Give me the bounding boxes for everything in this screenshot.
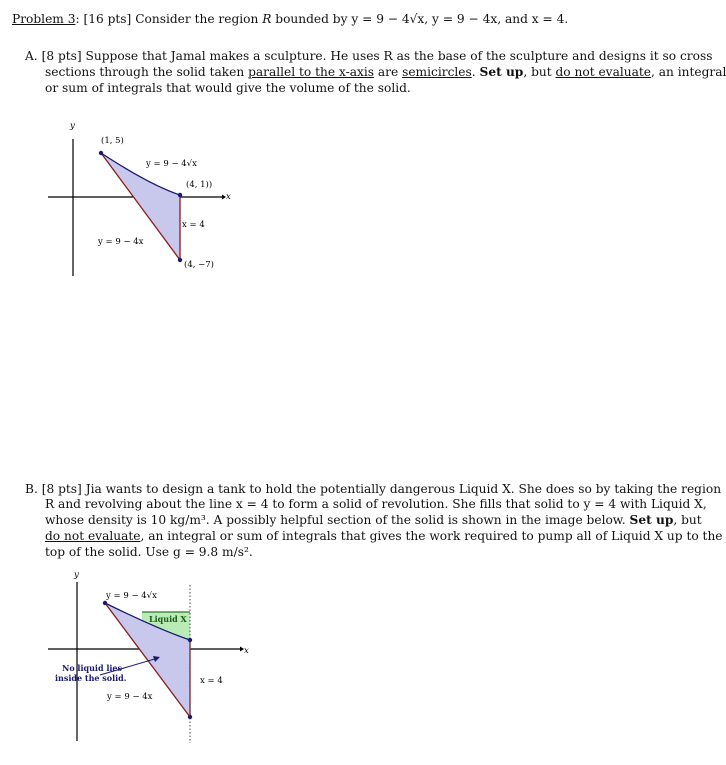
problem-header: Problem 3: [16 pts] Consider the region R bounded by y = 9 − 4√x, y = 9 − 4x, and x = 4. bbox=[12, 12, 569, 26]
problem-statement-pre: Consider the region bbox=[135, 12, 263, 26]
partA-text-2b: are bbox=[374, 65, 403, 79]
partA-points: [8 pts] bbox=[41, 49, 82, 63]
partB-underline-donot: do not evaluate bbox=[45, 529, 141, 543]
problem-statement: bounded by y = 9 − 4√x, y = 9 − 4x, and x = 4. bbox=[271, 12, 569, 26]
partA-axis-x-label: x bbox=[226, 192, 231, 202]
partA-bold-setup: Set up bbox=[479, 65, 524, 79]
partA-text-2e: , an integral bbox=[650, 65, 726, 79]
partA-label-line: y = 9 − 4x bbox=[98, 237, 144, 247]
partB-line4 bbox=[45, 529, 723, 545]
partB-text-5: top of the solid. Use g = 9.8 m/s². bbox=[45, 545, 253, 559]
partB-line3 bbox=[45, 513, 702, 529]
partB-text-3a: whose density is 10 kg/m³. A possibly helpful section of the solid is shown in the image below. bbox=[45, 513, 630, 527]
partA-line2 bbox=[45, 65, 726, 81]
partB-text-3b: , but bbox=[673, 513, 702, 527]
partB-note-line1: No liquid lies bbox=[62, 663, 123, 673]
partB-graph bbox=[0, 565, 718, 765]
partA-point-4-neg7 bbox=[178, 258, 182, 262]
partB-label-liquid: Liquid X bbox=[149, 614, 187, 624]
partB-point-bottom bbox=[188, 715, 192, 719]
partB-axis-x-label: x bbox=[244, 646, 249, 656]
partA-text-3: or sum of integrals that would give the volume of the solid. bbox=[45, 81, 411, 95]
partA-label-vline: x = 4 bbox=[182, 220, 205, 230]
partB-line1 bbox=[25, 482, 721, 498]
partB-line5 bbox=[45, 545, 253, 561]
partA-text-1: Suppose that Jamal makes a sculpture. He uses R as the base of the sculpture and designs it so cross bbox=[85, 49, 713, 63]
partA-point-4-1 bbox=[178, 193, 182, 197]
partB-point-mid bbox=[188, 638, 192, 642]
partB-points: [8 pts] bbox=[41, 482, 82, 496]
partB-text-2: R and revolving about the line x = 4 to form a solid of revolution. She fills that solid to y = 4 with Liquid X, bbox=[45, 497, 707, 511]
partA-underline-parallel: parallel to the x-axis bbox=[248, 65, 375, 79]
partA-graph bbox=[0, 115, 718, 415]
partA-label-curve: y = 9 − 4√x bbox=[146, 159, 197, 169]
partB-text-4: , an integral or sum of integrals that gives the work required to pump all of Liquid X up to the bbox=[140, 529, 723, 543]
partA-underline-donot: do not evaluate bbox=[555, 65, 651, 79]
partB-text-1: Jia wants to design a tank to hold the potentially dangerous Liquid X. She does so by taking the region bbox=[85, 482, 722, 496]
partB-bold-setup: Set up bbox=[629, 513, 674, 527]
problem-title: Problem 3 bbox=[12, 12, 76, 26]
partA-label-pt2: (4, 1)) bbox=[186, 180, 213, 190]
partB-letter: B. bbox=[25, 482, 38, 496]
partA-text-2d: , but bbox=[523, 65, 556, 79]
partB-axis-y-label: y bbox=[74, 570, 79, 580]
partA-point-1-5 bbox=[99, 151, 103, 155]
partB-line2 bbox=[45, 497, 707, 513]
partB-label-vline: x = 4 bbox=[200, 676, 223, 686]
partA-axis-y-label: y bbox=[70, 121, 75, 131]
partA-label-pt1: (1, 5) bbox=[101, 136, 124, 146]
partA-underline-semicircles: semicircles bbox=[402, 65, 472, 79]
partA-label-pt3: (4, −7) bbox=[184, 260, 214, 270]
problem-region: R bbox=[262, 12, 272, 26]
partB-label-curve: y = 9 − 4√x bbox=[106, 591, 157, 601]
partA-line3 bbox=[45, 81, 411, 97]
partA-line1 bbox=[25, 49, 712, 65]
partA-text-2a: sections through the solid taken bbox=[45, 65, 249, 79]
partB-note-line2: inside the solid. bbox=[55, 673, 127, 683]
partB-point-top bbox=[103, 601, 107, 605]
partA-letter: A. bbox=[25, 49, 38, 63]
partB-label-line: y = 9 − 4x bbox=[107, 692, 153, 702]
problem-points: [16 pts] bbox=[83, 12, 132, 26]
partA-text-2c: . bbox=[471, 65, 480, 79]
